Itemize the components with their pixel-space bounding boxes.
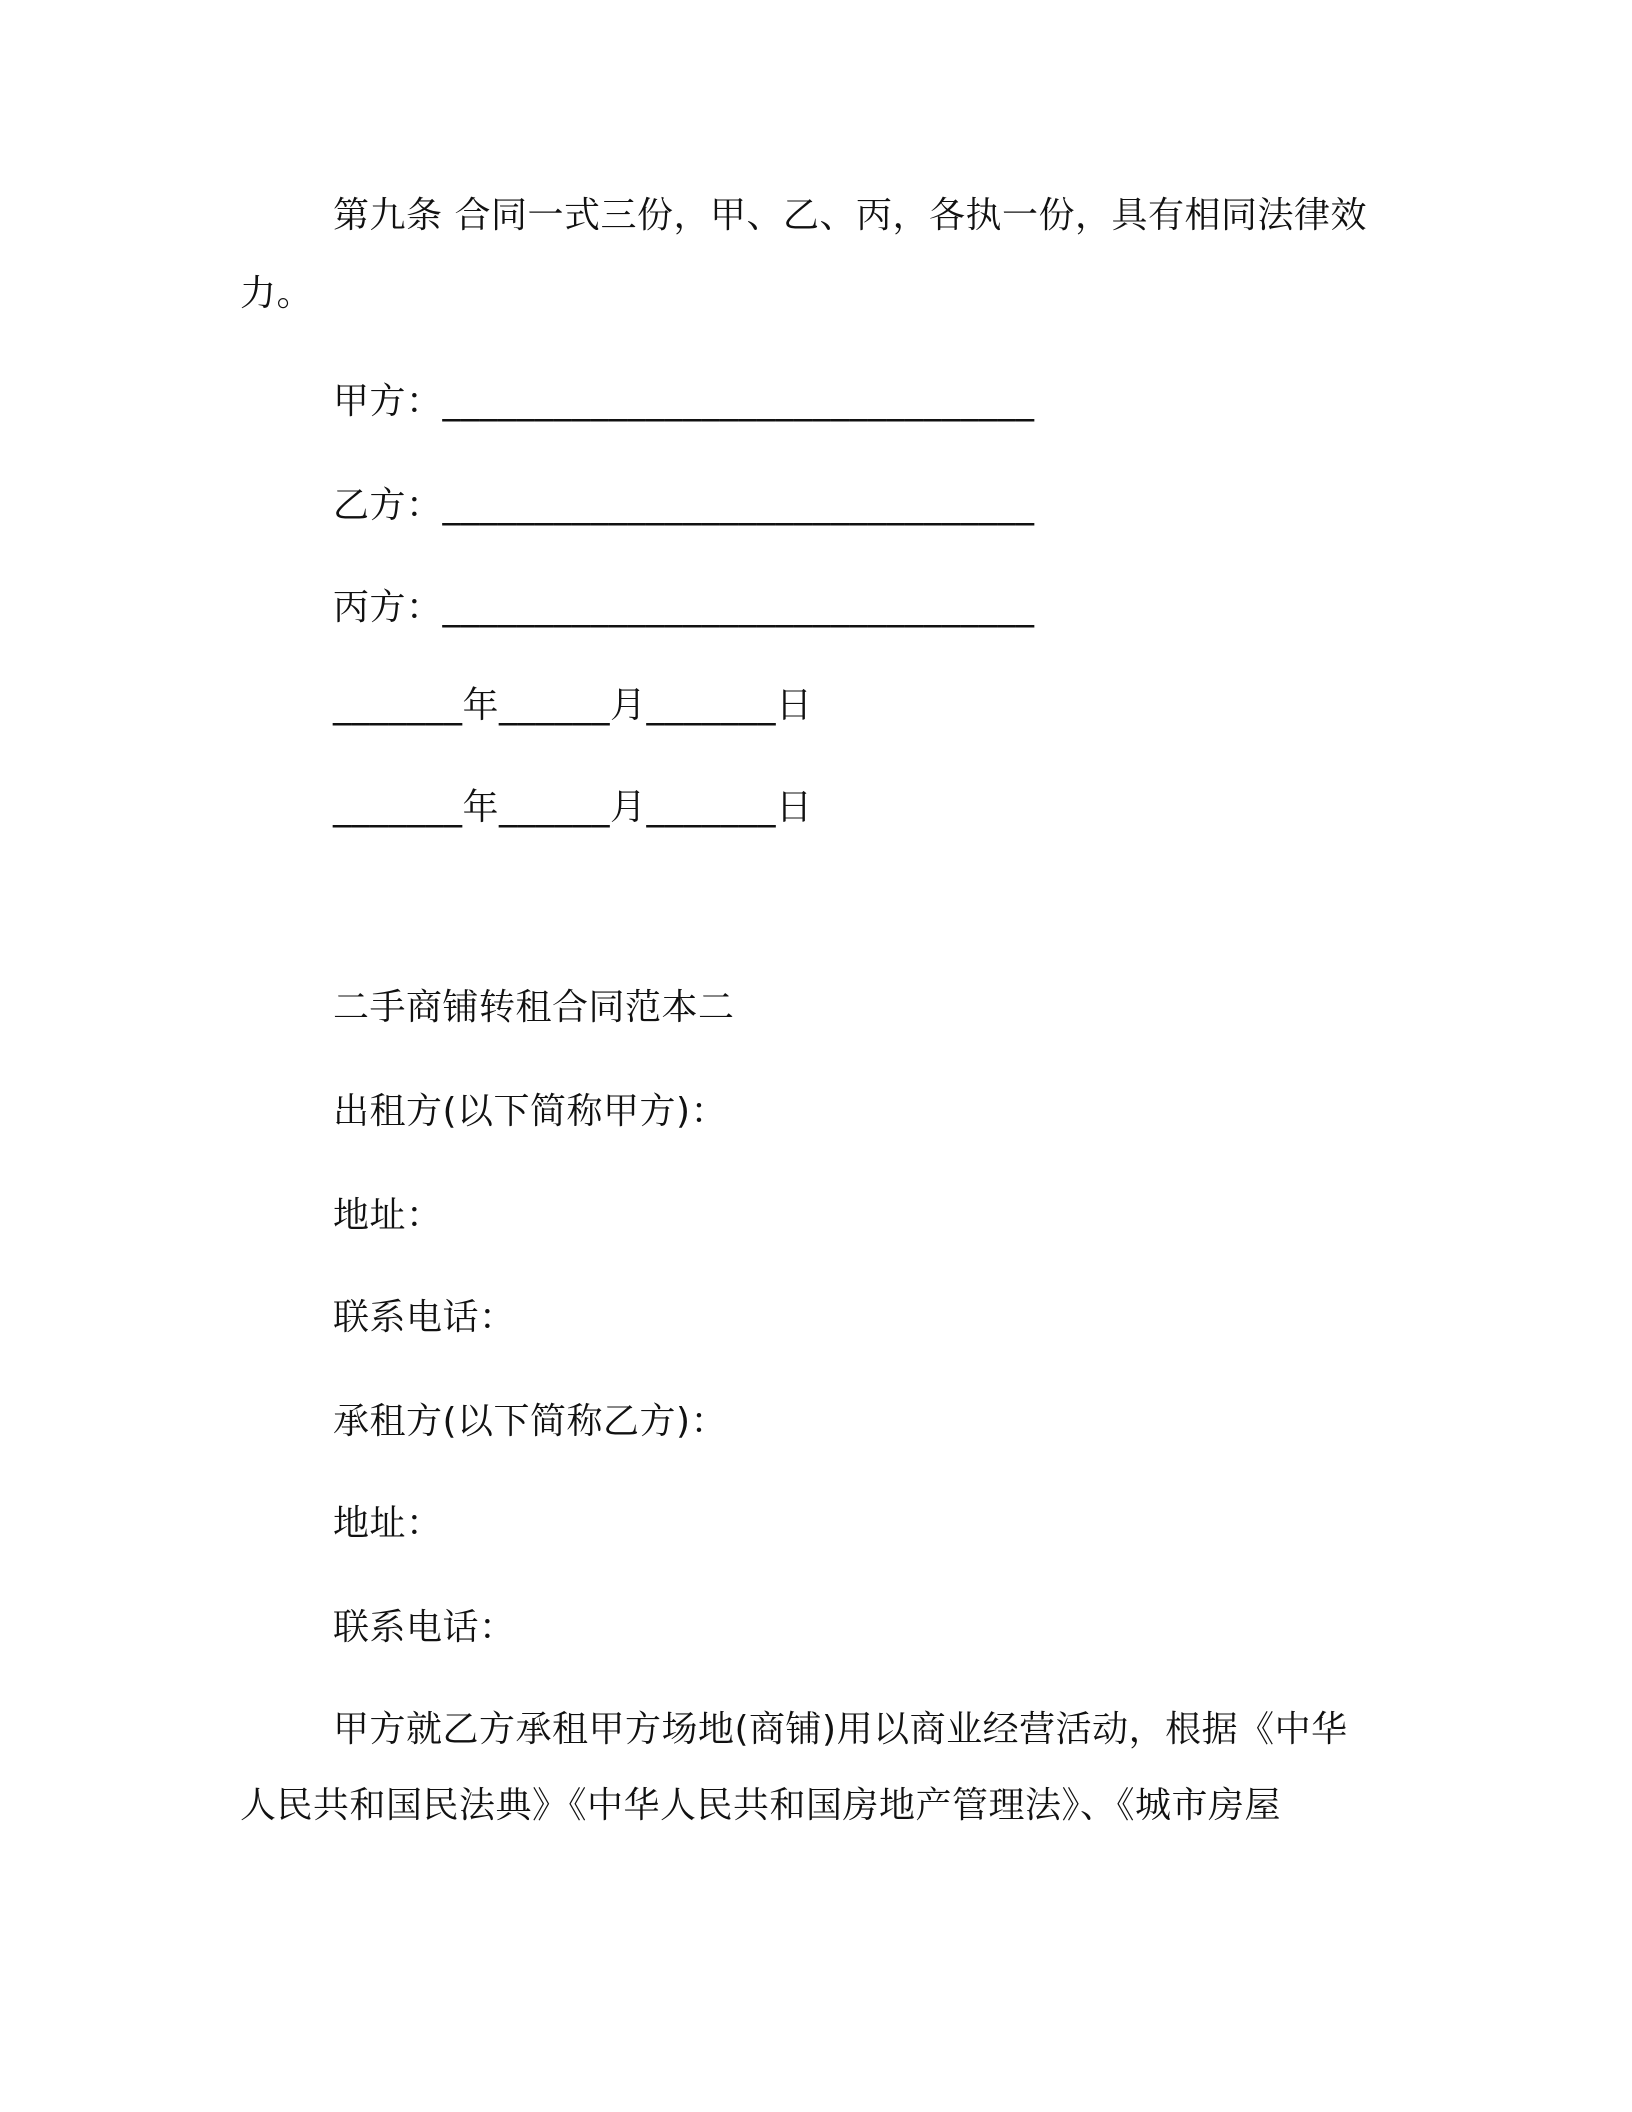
lessee-phone-label: 联系电话：	[333, 1607, 516, 1648]
intro-paragraph-line-1: 甲方就乙方承租甲方场地(商铺)用以商业经营活动，根据《中华	[333, 1709, 1348, 1750]
date-line-2: _______年______月_______日	[333, 787, 813, 828]
article-9-line-1: 第九条 合同一式三份，甲、乙、丙，各执一份，具有相同法律效	[333, 195, 1367, 236]
intro-paragraph-line-2: 人民共和国民法典》《中华人民共和国房地产管理法》、《城市房屋	[240, 1785, 1282, 1826]
lessee-label: 承租方(以下简称乙方)：	[333, 1401, 728, 1442]
article-9-line-2: 力。	[240, 273, 314, 314]
date-line-1: _______年______月_______日	[333, 685, 813, 726]
lessor-phone-label: 联系电话：	[333, 1297, 516, 1338]
lessor-address-label: 地址：	[333, 1195, 443, 1236]
lessor-label: 出租方(以下简称甲方)：	[333, 1091, 728, 1132]
party-c-signature-line: 丙方：________________________________	[333, 587, 1035, 628]
party-b-signature-line: 乙方：________________________________	[333, 485, 1035, 526]
contract-2-title: 二手商铺转租合同范本二	[333, 987, 735, 1028]
lessee-address-label: 地址：	[333, 1503, 443, 1544]
party-a-signature-line: 甲方：________________________________	[333, 381, 1035, 422]
